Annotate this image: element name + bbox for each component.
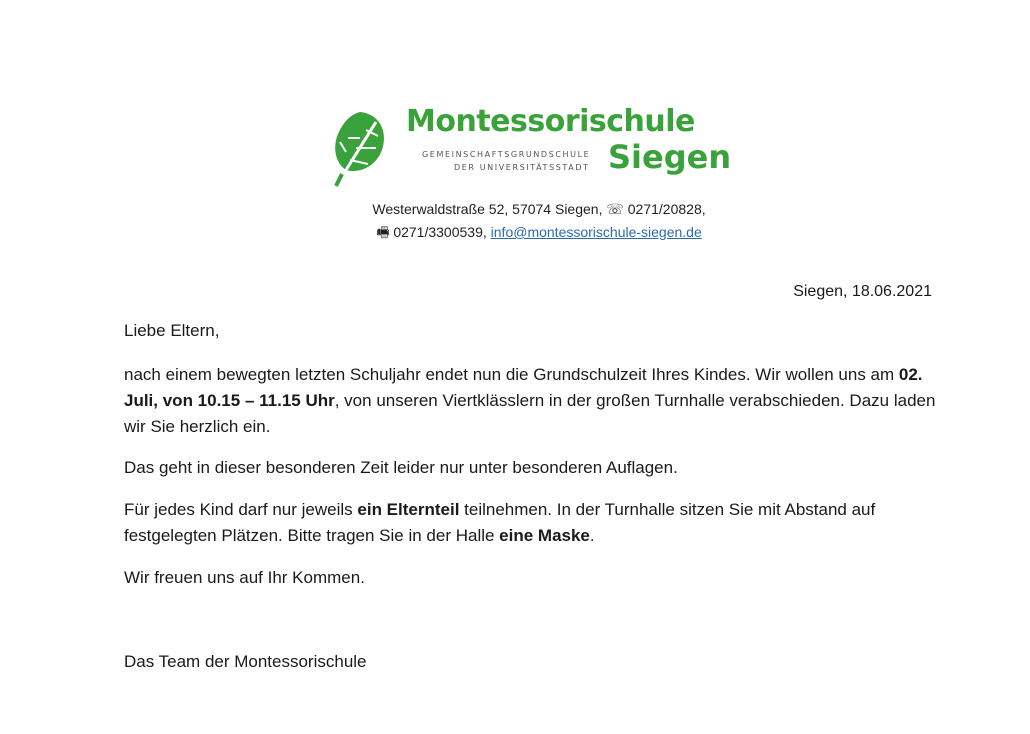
paragraph-1-text-a: nach einem bewegten letzten Schuljahr endet nun die Grundschulzeit Ihres Kindes. Wir wollen uns am [124, 365, 899, 384]
paragraph-3 [124, 497, 944, 549]
fax-icon: 🖷 [376, 224, 390, 240]
paragraph-1-text-b: , von unseren Viertklässlern in der großen Turnhalle verabschieden. Dazu laden wir Sie herzlich ein. [124, 391, 936, 436]
paragraph-3-text-b: teilnehmen. In der Turnhalle sitzen Sie mit Abstand auf festgelegten Plätzen. Bitte tragen Sie in der Halle [124, 500, 876, 545]
paragraph-3-text-a: Für jedes Kind darf nur jeweils [124, 500, 358, 519]
paragraph-3-text-c: . [589, 526, 595, 545]
paragraph-3-bold-elternteil: ein Elternteil [357, 500, 460, 519]
contact-line-address [24, 201, 1030, 218]
paragraph-3-bold-maske: eine Maske [499, 526, 590, 545]
contact-line-fax [24, 222, 1030, 246]
address-text: Westerwaldstraße 52, 57074 Siegen, [372, 201, 603, 217]
paragraph-2: Das geht in dieser besonderen Zeit leider nur unter besonderen Auflagen. [124, 458, 678, 477]
letter-date: Siegen, 18.06.2021 [793, 283, 932, 300]
school-subline-1: GEMEINSCHAFTSGRUNDSCHULE [422, 150, 591, 159]
school-subline-2: DER UNIVERSITÄTSSTADT [454, 163, 590, 172]
paragraph-1 [124, 362, 944, 440]
email-link[interactable]: info@montessorischule-siegen.de [490, 224, 702, 240]
greeting: Liebe Eltern, [124, 321, 220, 340]
school-name: Montessorischule [406, 104, 695, 139]
phone-icon: ☏ [606, 201, 624, 217]
fax-text: 0271/3300539, [393, 224, 487, 240]
paragraph-1-date-time: 02. Juli, von 10.15 – 11.15 Uhr [124, 365, 923, 410]
letterhead [330, 104, 730, 194]
paragraph-4: Wir freuen uns auf Ihr Kommen. [124, 568, 365, 587]
phone-text: 0271/20828, [627, 201, 706, 217]
school-city: Siegen [608, 138, 732, 176]
signature: Das Team der Montessorischule [124, 652, 367, 671]
leaf-logo-icon [330, 108, 388, 188]
